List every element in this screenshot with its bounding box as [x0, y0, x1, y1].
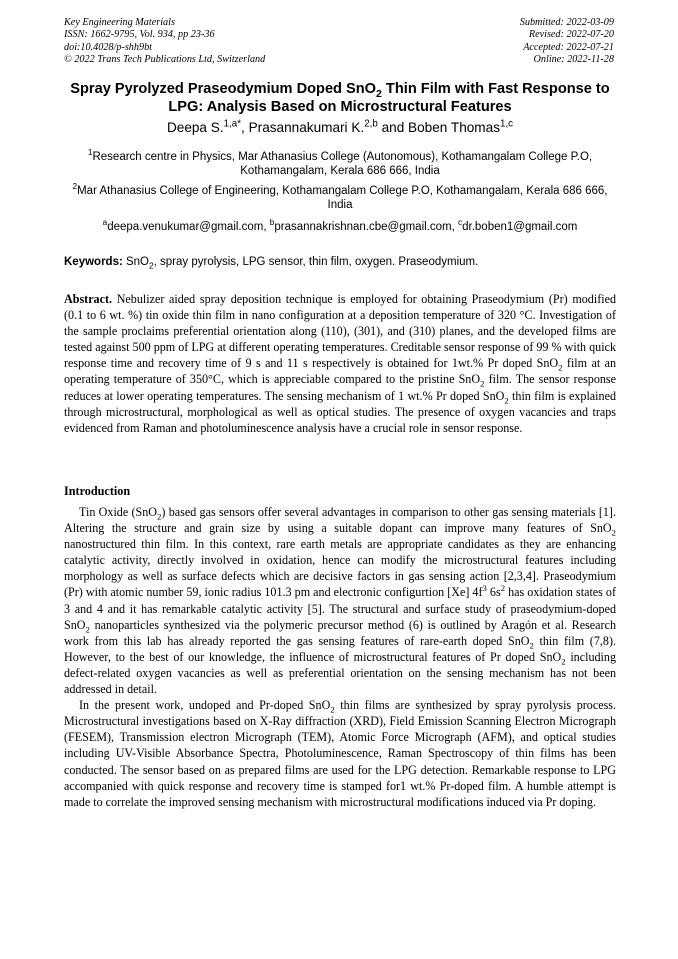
text: nanostructured thin film. In this context, rare earth metals are appropriate candidates as they are enhancing catalytic activity, directly involved in oxidation, hence can modify the microstructural features including morphology as well as surface defects which are decisive factors in gas sensing action [2,3,4]. Praseodymium (Pr) with atomic number 59, ionic radius 101.3 pm and electronic configurtion [Xe] 4f — [64, 537, 616, 600]
author-3-affil: 1,c — [500, 118, 514, 130]
text: nanoparticles synthesized via the polymeric precursor method (6) is outlined by Aragón et al. Research work from this lab has already reported the gas sensing features of rare-earth doped SnO — [64, 617, 616, 648]
intro-paragraph-2 — [64, 697, 616, 810]
author-3: Boben Thomas — [408, 120, 500, 135]
affiliation-2-mark: 2 — [72, 182, 78, 192]
text: including defect-related oxygen vacancies as well as preferential orientation on the sensing mechanism has not been addressed in detail. — [64, 649, 616, 697]
email-b[interactable]: prasannakrishnan.cbe@gmail.com, — [274, 221, 458, 233]
subscript: 2 — [85, 624, 90, 635]
subscript: 2 — [157, 511, 162, 522]
subscript: 2 — [330, 704, 335, 715]
title-text-cont: Thin Film with Fast Response to LPG: Analysis Based on Microstructural Features — [168, 81, 610, 115]
email-a[interactable]: deepa.venukumar@gmail.com, — [107, 221, 270, 233]
author-2: Prasannakumari K. — [248, 120, 365, 135]
affiliation-1-mark: 1 — [87, 148, 93, 158]
text: thin films are synthesized by spray pyrolysis process. Microstructural investigations based on X-Ray diffraction (XRD), Field Emission Scanning Electron Micrograph (FESEM), Transmission electron Micrograph (TEM), Atomic Force Micrograph (AFM), and optical studies including UV-Visible Absorbance Spectra, Photoluminescence, Raman Spectroscopy of thin films has been conducted. The sensor based on as prepared films are used for the LPG detection. Remarkable response to LPG accompanied with quick response and recovery time is stamped for1 wt.% Pr-doped film. A humble attempt is made to correlate the improved sensing mechanism with microstructural modifications induced via Pr doping. — [64, 698, 616, 809]
issn: ISSN: 1662-9795, Vol. 934, pp 23-36 — [64, 29, 215, 41]
section-heading-introduction: Introduction — [64, 484, 131, 498]
subscript: 2 — [480, 378, 485, 389]
text: has oxidation states of 3 and 4 and it has remarkable catalytic activity [5]. The structural and surface study of praseodymium-doped SnO — [64, 585, 617, 632]
affiliation-2-text: Mar Athanasius College of Engineering, Kothamangalam College P.O, Kothamangalam, Kerala 686 666, India — [77, 185, 608, 212]
text: In the present work, undoped and Pr-doped SnO — [79, 698, 331, 713]
author-1: Deepa S. — [166, 120, 224, 135]
subscript: 2 — [611, 527, 616, 538]
superscript: 3 — [482, 583, 487, 594]
copyright: © 2022 Trans Tech Publications Ltd, Switzerland — [64, 54, 266, 66]
title-text: Spray Pyrolyzed Praseodymium Doped SnO — [70, 81, 377, 97]
paper-title — [64, 81, 616, 116]
subscript: 2 — [504, 394, 509, 405]
journal-info — [64, 17, 265, 67]
email-b-mark: b — [269, 218, 275, 228]
text: thin film (7,8). However, to the best of our knowledge, the influence of microstructural features of Pr doped SnO — [64, 633, 616, 664]
author-2-affil: 2,b — [364, 118, 378, 130]
introduction-body — [64, 504, 616, 810]
author-1-affil: 1,a* — [223, 118, 242, 130]
author-emails — [64, 220, 616, 234]
text: ) based gas sensors offer several advantages in comparison to other gas sensing materials [1]. Altering the structure and grain size by using a suitable dopant can improve many features of SnO — [64, 505, 616, 536]
abstract-text: thin film is explained through microstructural, morphological as well as optical studies. The presence of oxygen vacancies and traps evidenced from Raman and photoluminescence analysis have a crucial role in sensor response. — [64, 388, 616, 435]
author-list — [64, 119, 616, 137]
intro-paragraph-1 — [64, 504, 616, 697]
doi: doi:10.4028/p-shh9bt — [64, 41, 153, 53]
subscript: 2 — [529, 640, 534, 651]
keywords-subscript: 2 — [149, 261, 154, 271]
author-sep: , — [241, 120, 249, 135]
email-c-mark: c — [457, 218, 463, 228]
affiliation-1-text: Research centre in Physics, Mar Athanasius College (Autonomous), Kothamangalam College P.O, Kothamangalam, Kerala 686 666, India — [92, 151, 593, 178]
abstract-text: Nebulizer aided spray deposition technique is employed for obtaining Praseodymium (Pr) modified (0.1 to 6 wt. %) tin oxide thin film in nano configuration at a deposition temperature of 320 °C. Investigation of the sample proclaims preferential orientation along (110), (301), and (310) planes, and the developed films are tested against 500 ppm of LPG at different operating temperatures. Creditable sensor response of 99 % with quick response time and recovery time of 9 s and 11 s respectively is obtained for 1wt.% Pr doped SnO — [64, 292, 616, 371]
keywords-label: Keywords: — [64, 256, 123, 268]
abstract-text: film. The sensor response reduces at lower operating temperatures. The sensing mechanism of 1 wt.% Pr doped SnO — [64, 372, 616, 403]
affiliation-1 — [64, 150, 616, 179]
title-subscript: 2 — [376, 87, 382, 100]
subscript: 2 — [561, 656, 566, 667]
email-a-mark: a — [102, 218, 108, 228]
email-c[interactable]: dr.boben1@gmail.com — [462, 221, 578, 233]
text: Tin Oxide (SnO — [79, 505, 158, 519]
text: 6s — [486, 585, 501, 600]
author-sep: and — [377, 120, 409, 135]
online-date: Online: 2022-11-28 — [533, 54, 614, 66]
submitted-date: Submitted: 2022-03-09 — [519, 17, 614, 28]
accepted-date: Accepted: 2022-07-21 — [523, 41, 614, 53]
subscript: 2 — [558, 362, 563, 373]
keywords-text: SnO — [122, 256, 150, 268]
affiliation-2 — [64, 184, 616, 213]
abstract-label: Abstract. — [64, 292, 113, 306]
revised-date: Revised: 2022-07-20 — [528, 29, 614, 41]
keywords — [64, 255, 616, 269]
keywords-text-cont: , spray pyrolysis, LPG sensor, thin film, oxygen. Praseodymium. — [153, 256, 479, 268]
abstract — [64, 291, 616, 436]
journal-name: Key Engineering Materials — [64, 17, 175, 28]
abstract-text: film at an operating temperature of 350°C, which is appreciable compared to the pristine SnO — [64, 356, 617, 387]
superscript: 2 — [500, 583, 506, 594]
publication-dates — [520, 17, 614, 67]
